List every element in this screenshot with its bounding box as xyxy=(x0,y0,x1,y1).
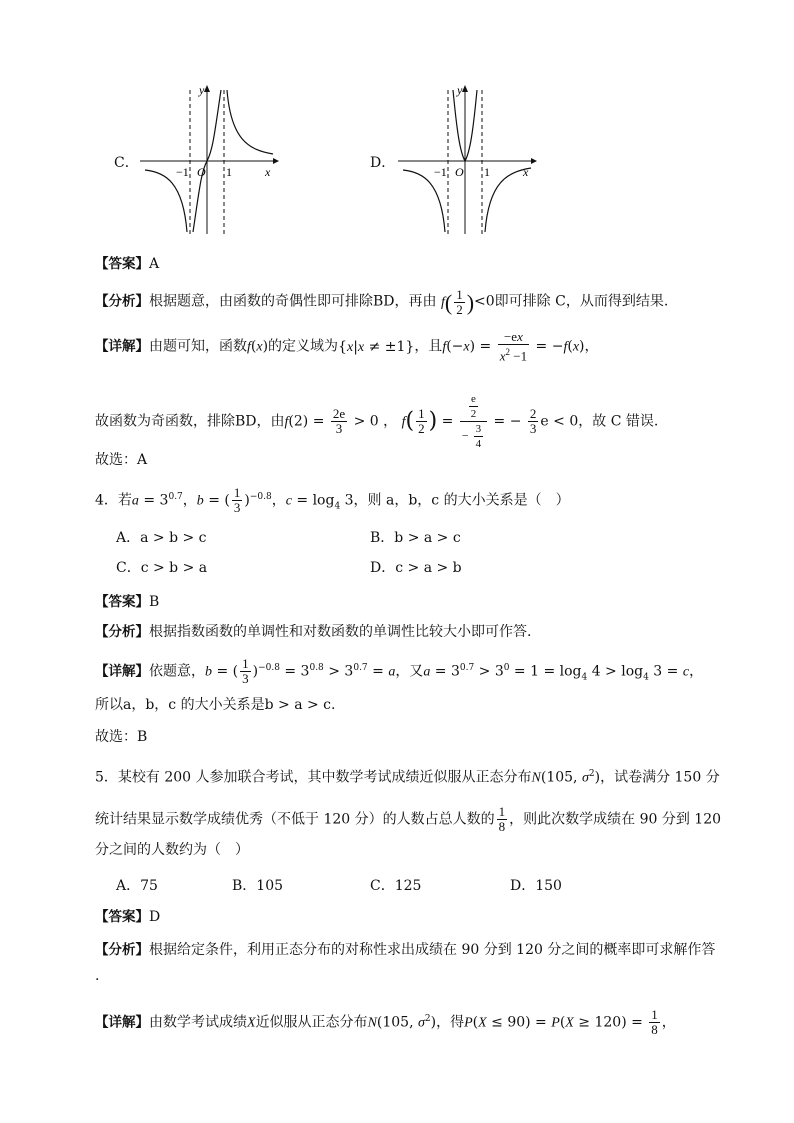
q5-stem-1a: 5．某校有 200 人参加联合考试，其中数学考试成绩近似服从正态分布 xyxy=(95,769,532,786)
q3-answer-value: A xyxy=(149,256,160,272)
q5-detail-tag: 【详解】 xyxy=(95,1014,149,1031)
q4-detail-mid: ，又 xyxy=(395,663,424,680)
graph-c-neg1-label: −1 xyxy=(176,165,189,179)
q4-analysis-text: 根据指数函数的单调性和对数函数的单调性比较大小即可作答. xyxy=(149,624,532,640)
q3-detail-text-2a: 故函数为奇函数，排除BD，由 xyxy=(95,413,285,430)
q5-option-a: A．75 xyxy=(116,878,158,894)
q3-answer-tag: 【答案】 xyxy=(95,256,149,272)
graph-d-x-label: x xyxy=(523,165,529,179)
q3-detail-text-2b: ，故 C 错误. xyxy=(578,413,659,430)
q5-option-b: B．105 xyxy=(232,878,284,894)
q3-detail-tag: 【详解】 xyxy=(95,338,149,355)
graph-c-y-label: y xyxy=(199,83,205,97)
q3-answer-line xyxy=(95,254,159,274)
q3-analysis-formula: f( $\frac{1}{2}$ ) xyxy=(440,287,475,317)
q4-answer-line xyxy=(95,592,159,612)
q4-choose: 故选：B xyxy=(95,729,148,745)
q4-option-c: C．c > b > a xyxy=(116,560,208,576)
graph-c-x-label: x xyxy=(265,165,271,179)
q3-detail-line-1: 【详解】由题可知，函数f(x)的定义域为{x|x ≠ ±1}，且f(−x) = $\frac{-ex}{x^2 -1}$ = −f(x)， xyxy=(95,329,599,364)
q4-stem: 4．若$a = 3^{0.7}$，b = ( $\frac{1}{3}$ )$^{-0.8}$，$c = \log_4 3$，则 a，b，c 的大小关系是（ ） xyxy=(95,485,570,515)
q5-stem-1b: ，试卷满分 150 分 xyxy=(600,769,720,786)
q5-analysis-text: 根据给定条件，利用正态分布的对称性求出成绩在 90 分到 120 分之间的概率即可求解作答 xyxy=(149,942,716,958)
q3-analysis-tag: 【分析】 xyxy=(95,293,149,310)
q3-detail-fx: f xyxy=(247,339,251,355)
q5-stem-2a: 统计结果显示数学成绩优秀（不低于 120 分）的人数占总人数的 xyxy=(95,811,495,828)
graph-c-pos1-label: 1 xyxy=(226,165,232,179)
q5-stem-2b: ，则此次数学成绩在 90 分到 120 xyxy=(509,811,722,828)
graph-option-d xyxy=(393,82,538,240)
q4-stem-pre: 4．若 xyxy=(95,492,132,509)
q4-analysis-line xyxy=(95,622,531,642)
q3-detail-line-2: 故函数为奇函数，排除BD，由f(2) = $\frac{2e}{3}$ > 0 ， f( $\frac{1}{2}$ ) = $\frac{e}{2}$ − $\frac{3}{4}$ = − $\frac{2}{3}$ e < 0，故 C 错误. xyxy=(95,393,659,450)
q5-answer-tag: 【答案】 xyxy=(95,909,149,925)
q3-analysis-text-post: <0即可排除 C，从而得到结果. xyxy=(474,293,669,310)
q5-stem-line-2: 统计结果显示数学成绩优秀（不低于 120 分）的人数占总人数的 $\frac{1}{8}$ ，则此次数学成绩在 90 分到 120 xyxy=(95,804,722,834)
q5-stem-line-1: 5．某校有 200 人参加联合考试，其中数学考试成绩近似服从正态分布N(105, $\sigma^2$)，试卷满分 150 分 xyxy=(95,769,720,786)
q4-conclusion: 所以a，b，c 的大小关系是b > a > c. xyxy=(95,697,336,713)
q3-detail-text-1a: 由题可知，函数 xyxy=(149,338,247,355)
q4-analysis-tag: 【分析】 xyxy=(95,624,149,640)
graph-c-origin-label: O xyxy=(197,165,206,179)
q5-detail-line: 【详解】由数学考试成绩X近似服从正态分布N(105, $\sigma^2$)，得P(X ≤ 90) = P(X ≥ 120) = $\frac{1}{8}$ ， xyxy=(95,1007,676,1037)
q4-option-d: D．c > a > b xyxy=(370,560,462,576)
q5-detail-c: ，得 xyxy=(436,1014,465,1031)
q3-detail-text-1c: ，且 xyxy=(414,338,443,355)
q4-answer-tag: 【答案】 xyxy=(95,594,149,610)
graph-option-c xyxy=(135,82,280,240)
graph-d-neg1-label: −1 xyxy=(434,165,447,179)
option-c-label: C． xyxy=(114,155,139,171)
q5-analysis-line xyxy=(95,940,715,960)
q3-analysis-line xyxy=(95,288,668,317)
q4-stem-post: ，则 a，b，c 的大小关系是（ ） xyxy=(353,492,570,509)
q3-analysis-text-pre: 根据题意，由函数的奇偶性即可排除BD，再由 xyxy=(149,293,437,310)
q5-option-d: D．150 xyxy=(510,878,562,894)
q5-detail-a: 由数学考试成绩 xyxy=(149,1014,247,1031)
graph-d-origin-label: O xyxy=(455,165,464,179)
q4-detail-tag: 【详解】 xyxy=(95,663,149,680)
q3-detail-text-1b: 的定义域为 xyxy=(268,338,339,355)
option-d-label: D． xyxy=(370,155,396,171)
q3-choose: 故选：A xyxy=(95,452,148,468)
q4-option-b: B．b > a > c xyxy=(370,530,461,546)
graph-d-pos1-label: 1 xyxy=(484,165,490,179)
q3-detail-domain: {x|x ≠ ±1} xyxy=(338,338,415,355)
graph-d-y-label: y xyxy=(457,83,463,97)
q4-answer-value: B xyxy=(149,594,160,610)
q5-option-c: C．125 xyxy=(370,878,422,894)
q5-answer-line xyxy=(95,907,160,927)
q5-stem-line-3: 分之间的人数约为（ ） xyxy=(95,842,249,858)
q4-option-a: A．a > b > c xyxy=(116,530,207,546)
q5-answer-value: D xyxy=(149,909,161,925)
q5-detail-b: 近似服从正态分布 xyxy=(255,1014,368,1031)
q3-detail-odd-check: f xyxy=(442,339,447,355)
q4-detail-pre: 依题意， xyxy=(149,663,205,680)
q5-analysis-tag: 【分析】 xyxy=(95,942,149,958)
q5-analysis-tail: . xyxy=(95,968,100,984)
q4-detail-line: 【详解】依题意，b = ( $\frac{1}{3}$ )$^{-0.8} = 3^{0.8} > 3^{0.7} = a$，又$a = 3^{0.7} > 3^0 = 1 = \log_4 4 > \log_4 3 = c$， xyxy=(95,656,704,686)
